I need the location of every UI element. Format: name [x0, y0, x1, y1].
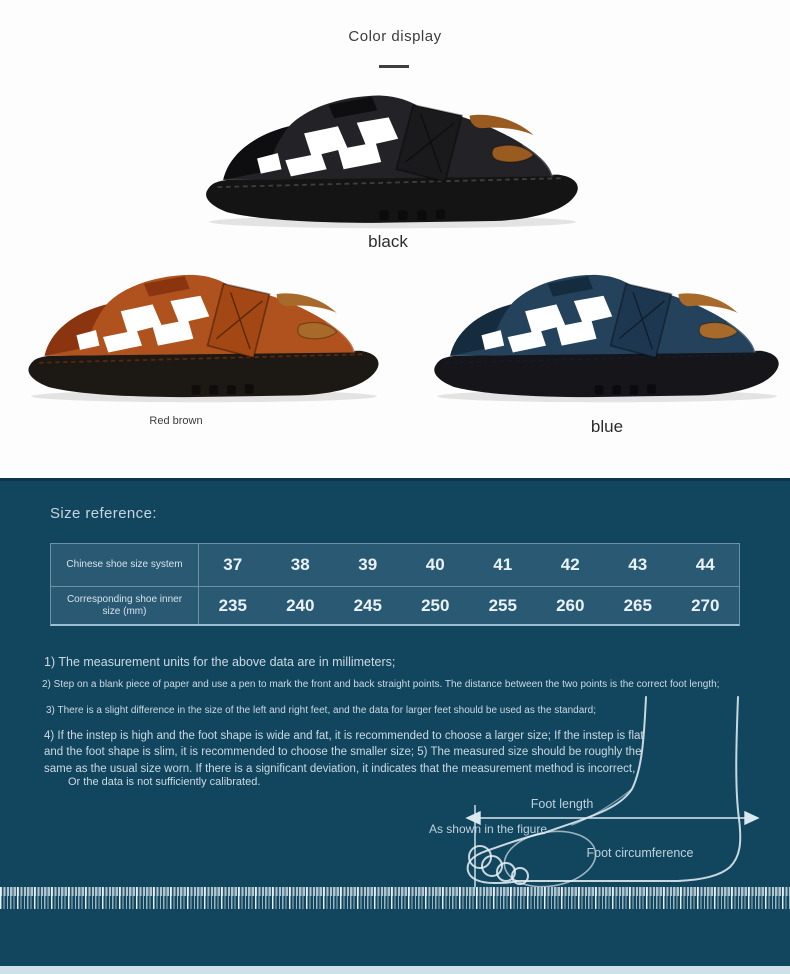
size-reference-section — [0, 478, 790, 971]
inner-size-value: 265 — [623, 595, 652, 615]
shoe-photo-black — [195, 78, 590, 230]
ruler-graphic — [0, 887, 790, 909]
inner-size-value: 250 — [421, 595, 450, 615]
size-value: 39 — [334, 544, 402, 587]
size-table-row-header: Corresponding shoe inner size (mm) — [51, 587, 199, 624]
size-value: 37 — [199, 544, 267, 587]
size-value: 40 — [402, 544, 470, 587]
color-display-title: Color display — [348, 28, 442, 45]
size-value: 42 — [537, 544, 605, 587]
foot-circumference-label: Foot circumference — [586, 846, 694, 860]
shoe-photo-blue — [424, 258, 790, 404]
shoe-label-blue: blue — [590, 417, 624, 436]
measurement-note-4: 4) If the instep is high and the foot shape is wide and fat, it is recommended to choose a larger size; If the instep is flat and the foot shape is slim, it is recommended to choose the smaller size; 5) The measured size should be roughly the same as the usual size worn. If there is a significant deviation, it indicates that the measurement method is incorrect, — [44, 730, 644, 775]
shoe-label-red-brown: Red brown — [149, 415, 203, 427]
sandal-illustration-blue — [424, 258, 790, 404]
inner-size-value: 260 — [556, 595, 585, 615]
measurement-note-2: 2) Step on a blank piece of paper and use a pen to mark the front and back straight points. The distance between the two points is the correct foot length; — [42, 679, 720, 690]
as-shown-label: As shown in the figure — [428, 822, 548, 836]
foot-length-label: Foot length — [530, 797, 594, 811]
inner-size-value: 245 — [353, 595, 382, 615]
size-value: 41 — [469, 544, 537, 587]
measurement-note-3: 3) There is a slight difference in the size of the left and right feet, and the data for larger feet should be used as the standard; — [46, 705, 596, 716]
inner-size-value: 240 — [286, 595, 315, 615]
ruler-major-ticks — [0, 887, 790, 909]
size-value: 38 — [267, 544, 335, 587]
shoe-photo-red-brown — [18, 258, 390, 404]
size-table — [50, 543, 740, 626]
color-display-section — [0, 0, 790, 478]
size-table-row-header: Chinese shoe size system — [51, 544, 199, 587]
bottom-strip — [0, 966, 790, 974]
shoe-label-black: black — [368, 232, 408, 251]
title-underline — [379, 65, 409, 68]
inner-size-value: 270 — [691, 595, 720, 615]
sandal-illustration-red-brown — [18, 258, 390, 404]
foot-measurement-diagram — [420, 693, 790, 889]
inner-size-value: 235 — [218, 595, 247, 615]
inner-size-value: 255 — [488, 595, 517, 615]
sandal-illustration-black — [195, 78, 590, 230]
size-value: 44 — [672, 544, 740, 587]
size-value: 43 — [604, 544, 672, 587]
measurement-note-extra: Or the data is not sufficiently calibrated. — [68, 776, 261, 788]
measurement-note-1: 1) The measurement units for the above data are in millimeters; — [44, 655, 396, 669]
size-reference-heading: Size reference: — [50, 505, 157, 522]
